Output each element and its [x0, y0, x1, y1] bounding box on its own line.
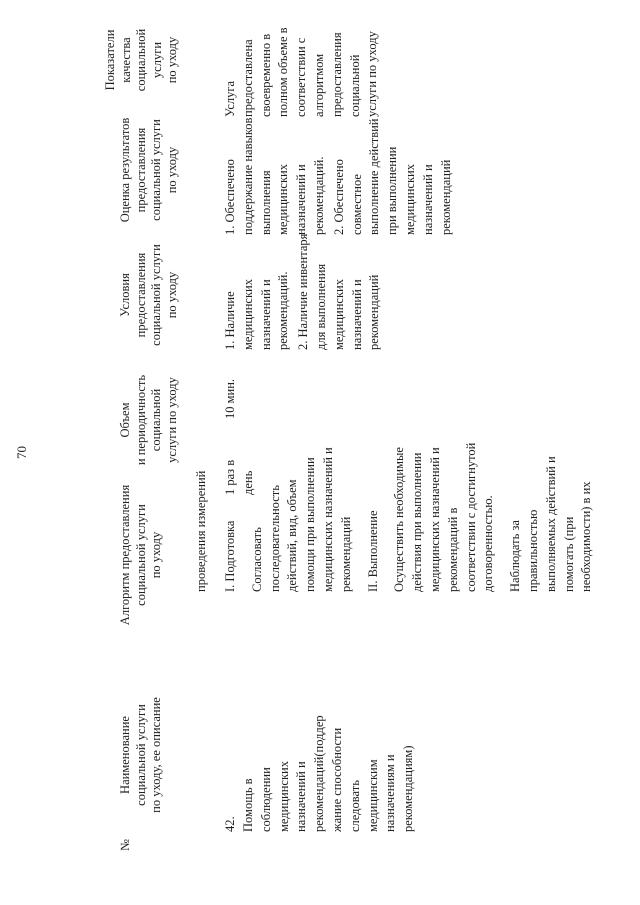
assessment-lines-line: медицинских [276, 164, 291, 235]
service-name-cell-line: Помощь в [241, 778, 255, 832]
stage2-text-line: Осуществить необходимые [392, 447, 407, 592]
header-quality-line: по уходу [165, 36, 179, 84]
conditions-lines-line: назначений и [349, 279, 364, 350]
header-service-name-line: по уходу, ее описание [149, 697, 163, 813]
service-name-cell-line: соблюдении [258, 767, 273, 832]
header-conditions-line: социальной услуги [149, 244, 163, 346]
algorithm-cell [222, 443, 596, 592]
header-volume-frequency-line: и периодичность [133, 374, 148, 466]
stage2-text-line: договоренностью. [481, 495, 496, 592]
header-service-name-line: Наименование [118, 716, 132, 794]
service-name-cell-line: следовать [347, 780, 362, 832]
stage1-text-line: медицинских назначений и [320, 447, 335, 592]
quality-cell-line: предоставления [329, 32, 344, 117]
frequency-cell [222, 460, 258, 495]
assessment-lines-line: назначений и [294, 164, 309, 235]
header-conditions [118, 230, 180, 360]
header-quality-line: качества [118, 37, 133, 83]
stage2-title: II. Выполнение [365, 510, 380, 592]
assessment-lines-line: поддержание навыков [240, 117, 255, 235]
assessment-lines [222, 118, 455, 235]
assessment-lines-line: выполнение действий [367, 118, 382, 235]
quality-cell-line: предоставлена [240, 39, 255, 117]
conditions-lines-line: назначений и [258, 279, 273, 350]
header-conditions-line: предоставления [133, 252, 148, 338]
conditions-lines-line: 1. Наличие [223, 291, 237, 350]
service-name-cell-line: рекомендациям) [401, 745, 416, 832]
stage2-text-continued-line: выполняемых действий и [543, 456, 558, 592]
header-assessment-line: предоставления [133, 127, 148, 213]
conditions-lines-line: рекомендаций [367, 274, 382, 350]
service-name-cell-line: рекомендаций(поддер [312, 715, 327, 832]
service-name-cell-line: назначениям и [383, 754, 398, 832]
quality-cell-line: услуги по уходу [365, 31, 380, 117]
stage2-text-line: соответствии с достигнутой [463, 442, 478, 592]
header-service-name [118, 675, 165, 835]
header-algorithm-line: социальной услуги [133, 504, 148, 606]
row-number: 42. [223, 816, 237, 832]
service-name-cell [240, 715, 418, 832]
quality-cell-line: соответствии с [294, 37, 309, 117]
header-conditions-line: по уходу [164, 271, 179, 319]
duration-cell: 10 мин. [223, 378, 237, 419]
assessment-lines-line: совместное [349, 174, 364, 235]
header-assessment-line: социальной услуги [149, 119, 163, 221]
stage1-text-line: рекомендаций [338, 516, 353, 592]
header-assessment-line: по уходу [164, 146, 179, 194]
stage1-text-line: последовательность [267, 485, 282, 592]
quality-cell-line: Услуга [223, 80, 237, 117]
quality-cell-line: полном объеме в [276, 27, 291, 117]
assessment-lines-line: назначений и [420, 164, 435, 235]
stage2-text-line: рекомендаций в [445, 507, 460, 592]
stage2-text-continued [507, 443, 596, 592]
conditions-lines-line: рекомендаций. [276, 271, 291, 350]
assessment-lines-line: выполнения [258, 170, 273, 235]
assessment-lines-line: при выполнении [385, 146, 400, 235]
frequency-cell-line: день [240, 470, 255, 495]
stage1-text [249, 443, 356, 592]
quality-cell-line: социальной [347, 54, 362, 117]
stage1-text-line: Согласовать [249, 527, 264, 592]
quality-cell-line: своевременно в [258, 33, 273, 117]
stage2-text-continued-line: Наблюдать за [508, 520, 523, 592]
frequency-cell-line: 1 раз в [223, 459, 237, 495]
conditions-lines-line: медицинских [240, 279, 255, 350]
header-quality-line: услуги [149, 41, 164, 79]
header-assessment-line: Оценка результатов [118, 117, 132, 223]
header-algorithm-line: Алгоритм предоставления [118, 484, 132, 626]
conditions-lines-line: 2. Наличие инвентаря [296, 233, 311, 350]
page-number: 70 [14, 446, 29, 459]
header-quality-line: Показатели [103, 29, 117, 91]
assessment-lines-line: 1. Обеспечено [223, 159, 237, 235]
stage2-text-continued-line: помогать (при [561, 516, 576, 592]
header-conditions-line: Условия [118, 273, 132, 317]
stage2-text-line: действия при выполнении [410, 452, 425, 592]
header-volume-frequency-line: услуги по уходу [164, 377, 179, 463]
header-algorithm-line: по уходу [149, 531, 163, 579]
stage1-title: I. Подготовка [223, 520, 237, 592]
stage1-text-line: помощи при выполнении [303, 457, 318, 592]
stage1-text-line: действий, вид, объем [285, 479, 300, 592]
service-name-cell-line: жание способности [329, 727, 344, 832]
stage2-text-continued-line: необходимости) в их [579, 481, 594, 592]
header-quality-line: социальной [134, 28, 148, 92]
assessment-lines-line: медицинских [402, 164, 417, 235]
assessment-lines-line: рекомендаций [438, 159, 453, 235]
stage2-text [391, 443, 498, 592]
header-number: № [118, 839, 132, 851]
assessment-lines-line: рекомендаций. [311, 156, 326, 235]
quality-cell-line: алгоритмом [311, 53, 326, 117]
service-name-cell-line: назначений и [294, 761, 309, 832]
header-volume-frequency [118, 365, 180, 475]
quality-cell [222, 27, 382, 117]
conditions-lines [222, 234, 384, 350]
header-quality [103, 0, 181, 120]
conditions-cell [222, 234, 384, 350]
stage2-text-continued-line: правильностью [525, 509, 540, 592]
assessment-lines-line: 2. Обеспечено [331, 159, 346, 235]
header-service-name-line: социальной услуги [133, 704, 148, 806]
header-volume-frequency-line: Объем [118, 402, 132, 438]
conditions-lines-line: медицинских [331, 279, 346, 350]
conditions-lines-line: для выполнения [313, 263, 328, 350]
stage2-text-line: медицинских назначений и [427, 447, 442, 592]
assessment-cell [222, 118, 455, 235]
carryover-text: проведения измерений [194, 470, 208, 592]
header-assessment [118, 105, 180, 235]
service-name-cell-line: медицинских [276, 761, 291, 832]
service-name-cell-line: медицинским [365, 759, 380, 832]
header-volume-frequency-line: социальной [149, 388, 163, 452]
